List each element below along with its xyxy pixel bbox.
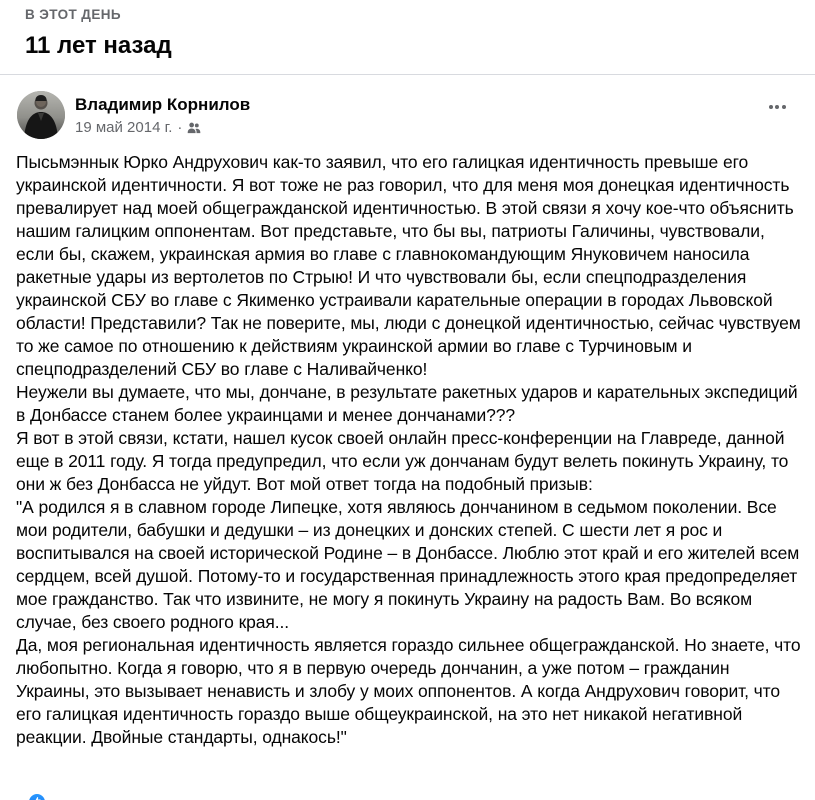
post-paragraph: Я вот в этой связи, кстати, нашел кусок своей онлайн пресс-конференции на Главреде, данной еще в 2011 году. Я тогда предупредил, что если уж дончанам будут велеть покинуть Украину, то они ж без Донбасса не уйдут. Вот мой ответ тогда на подобный призыв: [16,427,794,494]
memories-title: 11 лет назад [25,32,172,60]
post-card [0,75,815,749]
avatar[interactable] [17,91,65,139]
memories-header [0,0,815,60]
post-paragraph: Неужели вы думаете, что мы, дончане, в результате ракетных ударов и карательных экспедиций в Донбассе станем более украинцами и менее дончанами??? [16,381,803,425]
author-name[interactable]: Владимир Корнилов [75,94,251,114]
like-reaction-badge[interactable] [28,793,46,800]
post-date[interactable]: 19 май 2014 г. [75,119,173,137]
avatar-photo [17,91,65,139]
post-paragraph: "А родился я в славном городе Липецке, хотя являюсь дончанином в седьмом поколении. Все мои родители, бабушки и дедушки – из донецких и донских степей. С шести лет я рос и воспитывался на своей исторической Родине – в Донбассе. Люблю этот край и его жителей всем сердцем, всей душой. Потому-то и государственная принадлежность этого края предопределяет мое гражданство. Так что извините, не могу я покинуть Украину на радость Вам. Во всяком случае, без своего родного края... [16,496,804,632]
ellipsis-icon [769,105,786,109]
memories-section-label: В ЭТОТ ДЕНЬ [25,7,121,22]
post-paragraph: Пысьмэннык Юрко Андрухович как-то заявил, что его галицкая идентичность превыше его украинской идентичности. Я вот тоже не раз говорил, что для меня моя донецкая идентичность превалирует над моей общегражданской идентичностью. В этой связи я хочу кое-что объяснить нашим галицким оппонентам. Вот представьте, что бы вы, патриоты Галичины, чувствовали, если бы, скажем, украинская армия во главе с главнокомандующим Януковичем наносила ракетные удары из вертолетов по Стрыю! И что чувствовали бы, если спецподразделения украинской СБУ во главе с Якименко устраивали карательные операции в городах Львовской области! Представили? Так не поверите, мы, люди с донецкой идентичностью, сейчас чувствуем то же самое по отношению к действиям украинской армии во главе с Турчиновым и спецподразделений СБУ во главе с Наливайченко! [16,151,806,379]
post-meta [75,119,250,137]
meta-dot-separator: · [177,119,183,137]
post-text [0,139,815,749]
thumbs-up-icon [32,793,42,800]
post-paragraph: Да, моя региональная идентичность является гораздо сильнее общегражданской. Но знаете, что любопытно. Когда я говорю, что я в первую очередь дончанин, а уже потом – гражданин Украины, это вызывает ненависть и злобу у моих оппонентов. А когда Андрухович говорит, что его галицкая идентичность гораздо выше общеукраинской, на это нет никакой негативной реакции. Двойные стандарты, однакось!" [16,634,806,747]
post-header-text [75,91,250,137]
post-menu-button[interactable] [761,95,793,119]
friends-icon [187,121,201,135]
post-header [0,75,815,139]
